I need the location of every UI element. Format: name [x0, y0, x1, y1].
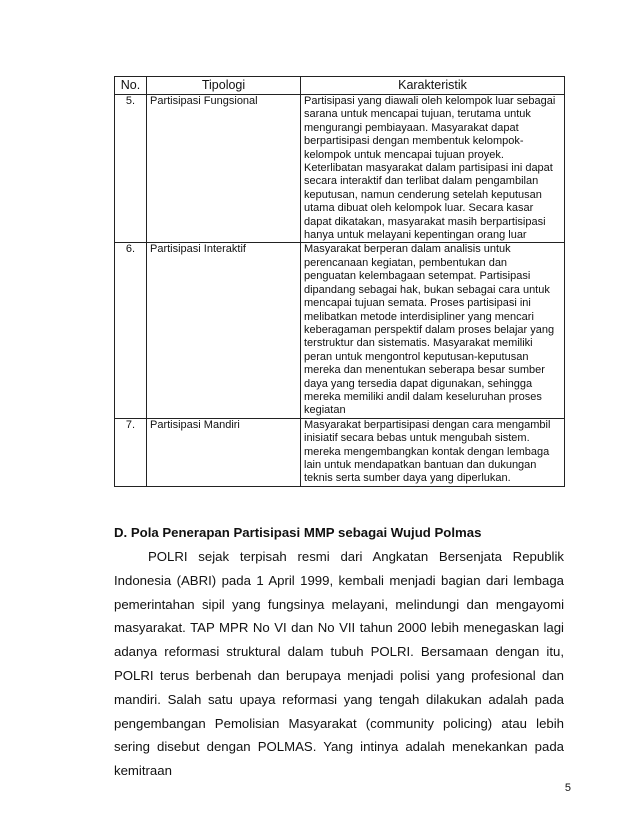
body-paragraph: POLRI sejak terpisah resmi dari Angkatan Bersenjata Republik Indonesia (ABRI) pada 1 April 1999, kembali menjadi bagian dari lembaga pemerintahan sipil yang fungsinya melayani, melindungi dan mengayomi masyarakat. TAP MPR No VI dan No VII tahun 2000 lebih menegaskan lagi adanya reformasi struktural dalam tubuh POLRI. Bersamaan dengan itu, POLRI terus berbenah dan berupaya menjadi polisi yang profesional dan mandiri. Salah satu upaya reformasi yang tengah dilakukan adalah pada pengembangan Pemolisian Masyarakat (community policing) atau lebih sering disebut dengan POLMAS. Yang intinya adalah menekankan pada kemitraan [114, 549, 564, 779]
table-row [115, 243, 565, 418]
header-karakteristik: Karakteristik [301, 77, 565, 95]
row-tipologi: Partisipasi Fungsional [147, 95, 301, 243]
row-tipologi: Partisipasi Interaktif [147, 243, 301, 418]
row-number: 6. [115, 243, 147, 418]
row-karakteristik: Masyarakat berpartisipasi dengan cara mengambil inisiatif secara bebas untuk mengubah sistem. mereka mengembangkan kontak dengan lembaga lain untuk mendapatkan bantuan dan dukungan teknis serta sumber daya yang diperlukan. [301, 418, 565, 486]
section-heading: D. Pola Penerapan Partisipasi MMP sebagai Wujud Polmas [114, 525, 482, 540]
table-row [115, 95, 565, 243]
row-tipologi: Partisipasi Mandiri [147, 418, 301, 486]
row-number: 7. [115, 418, 147, 486]
page-number: 5 [564, 782, 571, 794]
table-header-row [115, 77, 565, 95]
section-body [114, 545, 564, 783]
header-tipologi: Tipologi [147, 77, 301, 95]
row-karakteristik: Partisipasi yang diawali oleh kelompok luar sebagai sarana untuk mencapai tujuan, terutama untuk mengurangi pembiayaan. Masyarakat dapat berpartisipasi dengan membentuk kelompok-kelompok untuk mencapai tujuan proyek. Keterlibatan masyarakat dalam partisipasi ini dapat secara interaktif dan terlibat dalam pengambilan keputusan, namun cenderung setelah keputusan utama dibuat oleh kelompok luar. Secara kasar dapat dikatakan, masyarakat masih berpartisipasi hanya untuk melayani kepentingan orang luar [301, 95, 565, 243]
tipologi-table [114, 76, 565, 487]
table-row [115, 418, 565, 486]
header-no: No. [115, 77, 147, 95]
row-number: 5. [115, 95, 147, 243]
row-karakteristik: Masyarakat berperan dalam analisis untuk perencanaan kegiatan, pembentukan dan penguatan kelembagaan setempat. Partisipasi dipandang sebagai hak, bukan sebagai cara untuk mencapai tujuan semata. Proses partisipasi ini melibatkan metode interdisipliner yang mencari keberagaman perspektif dalam proses belajar yang terstruktur dan sistematis. Masyarakat memiliki peran untuk mengontrol keputusan-keputusan mereka dan menentukan seberapa besar sumber daya yang tersedia dapat digunakan, sehingga mereka memiliki andil dalam keseluruhan proses kegiatan [301, 243, 565, 418]
